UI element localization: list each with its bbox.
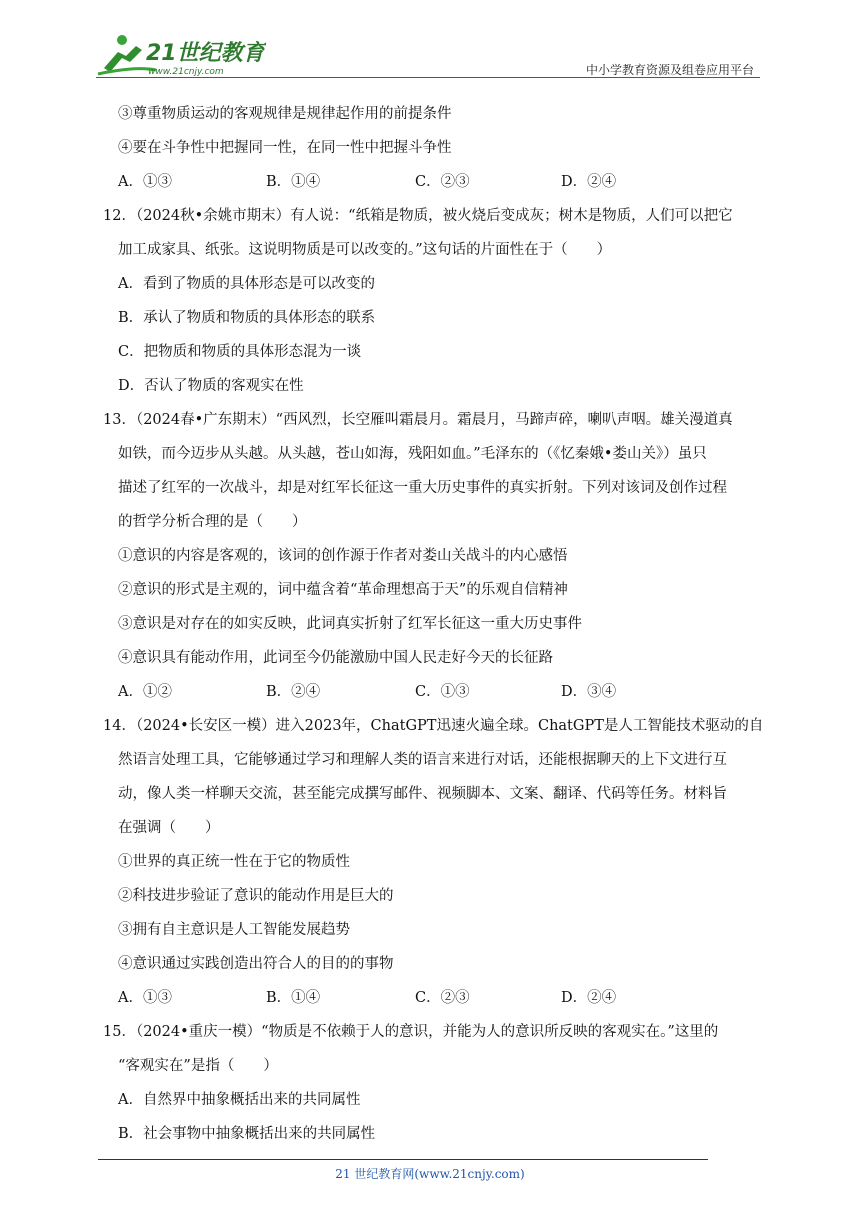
option-b[interactable]: B．①④ [266, 990, 321, 1006]
q14-stem-line3: 动，像人类一样聊天交流，甚至能完成撰写邮件、视频脚本、文案、翻译、代码等任务。材料旨 [118, 786, 727, 802]
footer-divider [98, 1159, 708, 1160]
q14-statement-2: ②科技进步验证了意识的能动作用是巨大的 [118, 888, 394, 904]
logo-text: 21世纪教育 [146, 41, 265, 66]
option-c[interactable]: C．②③ [415, 174, 470, 190]
q13-statement-4: ④意识具有能动作用，此词至今仍能激励中国人民走好今天的长征路 [118, 650, 553, 666]
q12-option-c[interactable]: C．把物质和物质的具体形态混为一谈 [118, 344, 362, 360]
q14-statement-3: ③拥有自主意识是人工智能发展趋势 [118, 922, 350, 938]
option-c[interactable]: C．①③ [415, 684, 470, 700]
q14-stem-line4: 在强调（ ） [118, 820, 220, 836]
option-a[interactable]: A．①② [118, 684, 172, 700]
option-b[interactable]: B．①④ [266, 174, 321, 190]
q12-option-b[interactable]: B．承认了物质和物质的具体形态的联系 [118, 310, 376, 326]
statement-3: ③尊重物质运动的客观规律是规律起作用的前提条件 [118, 106, 452, 122]
option-a[interactable]: A．①③ [118, 174, 172, 190]
logo-url: www.21cnjy.com [148, 67, 224, 77]
q12-option-d[interactable]: D．否认了物质的客观实在性 [118, 378, 304, 394]
q13-stem-line2: 如铁，而今迈步从头越。从头越，苍山如海，残阳如血。”毛泽东的（《忆秦娥•娄山关》）虽只 [118, 446, 707, 462]
q13-stem-line1: 13．（2024春•广东期末）“西风烈，长空雁叫霜晨月。霜晨月，马蹄声碎，喇叭声咽。雄关漫道真 [103, 412, 733, 428]
q15-stem-line2: “客观实在”是指（ ） [118, 1058, 278, 1074]
q15-option-b[interactable]: B．社会事物中抽象概括出来的共同属性 [118, 1126, 376, 1142]
q15-option-a[interactable]: A．自然界中抽象概括出来的共同属性 [118, 1092, 361, 1108]
q11-options [118, 172, 678, 192]
q13-statement-3: ③意识是对存在的如实反映，此词真实折射了红军长征这一重大历史事件 [118, 616, 582, 632]
q12-stem-line1: 12．（2024秋•余姚市期末）有人说：“纸箱是物质，被火烧后变成灰；树木是物质，人们可以把它 [103, 208, 733, 224]
q13-stem-line4: 的哲学分析合理的是（ ） [118, 514, 307, 530]
q13-stem-line3: 描述了红军的一次战斗，却是对红军长征这一重大历史事件的真实折射。下列对该词及创作过程 [118, 480, 727, 496]
logo [96, 30, 266, 78]
page-footer[interactable]: 21 世纪教育网(www.21cnjy.com) [335, 1167, 525, 1181]
q13-statement-1: ①意识的内容是客观的，该词的创作源于作者对娄山关战斗的内心感悟 [118, 548, 568, 564]
q14-stem-line1: 14．（2024•长安区一模）进入2023年，ChatGPT迅速火遍全球。ChatGPT是人工智能技术驱动的自 [103, 718, 764, 734]
q12-option-a[interactable]: A．看到了物质的具体形态是可以改变的 [118, 276, 375, 292]
q14-statement-1: ①世界的真正统一性在于它的物质性 [118, 854, 350, 870]
q15-stem-line1: 15．（2024•重庆一模）“物质是不依赖于人的意识，并能为人的意识所反映的客观实在。”这里的 [103, 1024, 719, 1040]
header-divider [96, 77, 760, 78]
q13-statement-2: ②意识的形式是主观的，词中蕴含着“革命理想高于天”的乐观自信精神 [118, 582, 568, 598]
platform-name: 中小学教育资源及组卷应用平台 [585, 63, 754, 77]
option-d[interactable]: D．③④ [561, 684, 617, 700]
option-d[interactable]: D．②④ [561, 990, 617, 1006]
option-c[interactable]: C．②③ [415, 990, 470, 1006]
statement-4: ④要在斗争性中把握同一性，在同一性中把握斗争性 [118, 140, 452, 156]
q14-options [118, 988, 678, 1008]
q12-stem-line2: 加工成家具、纸张。这说明物质是可以改变的。”这句话的片面性在于（ ） [118, 242, 612, 258]
q14-statement-4: ④意识通过实践创造出符合人的目的的事物 [118, 956, 394, 972]
q14-stem-line2: 然语言处理工具，它能够通过学习和理解人类的语言来进行对话，还能根据聊天的上下文进行互 [118, 752, 727, 768]
option-b[interactable]: B．②④ [266, 684, 321, 700]
option-d[interactable]: D．②④ [561, 174, 617, 190]
option-a[interactable]: A．①③ [118, 990, 172, 1006]
page-header [96, 30, 760, 78]
q13-options [118, 682, 678, 702]
